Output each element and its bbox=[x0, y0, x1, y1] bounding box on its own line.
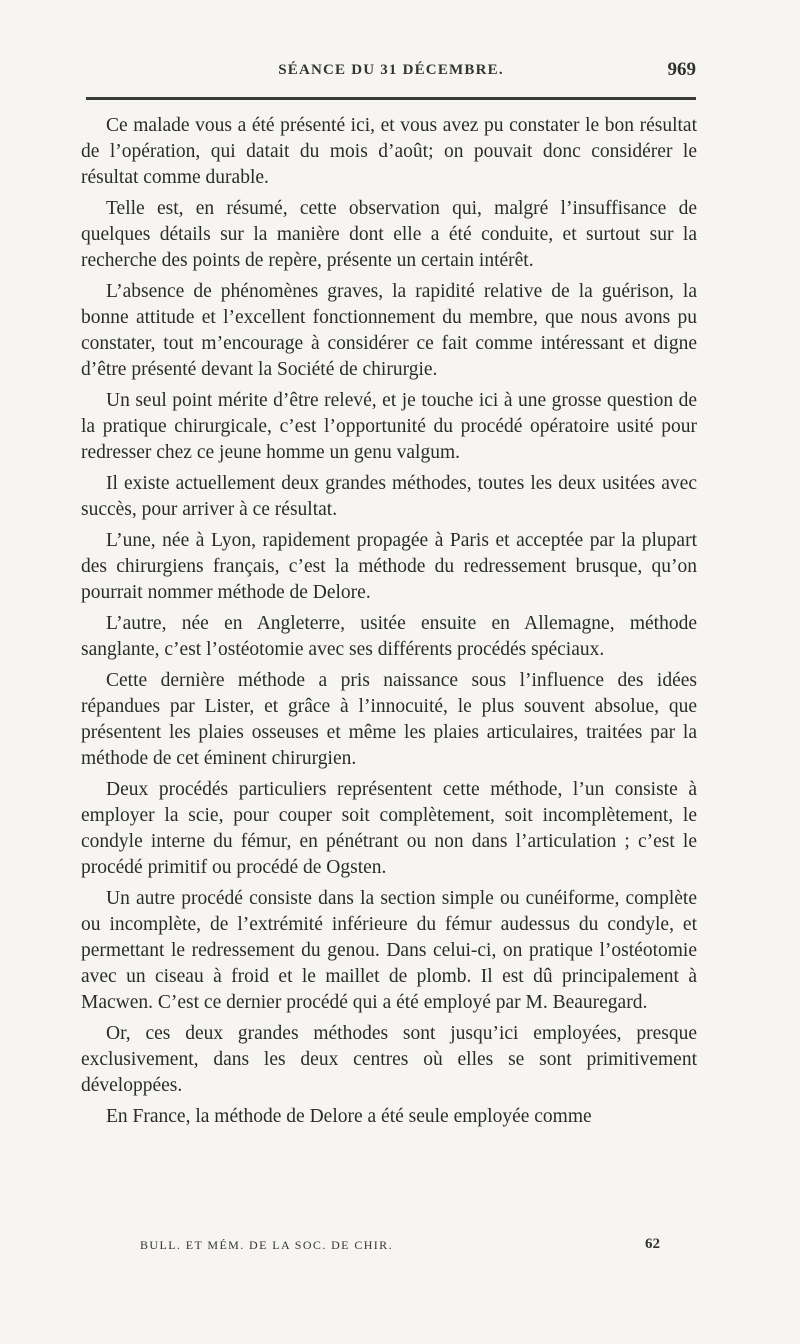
paragraph: L’absence de phénomènes graves, la rapidité relative de la guérison, la bonne attitude et l’excellent fonctionnement du membre, que nous avons pu constater, tout m’encourage à considérer ce fait comme intéressant et digne d’être présenté devant la Société de chirurgie. bbox=[81, 281, 697, 380]
page-number: 969 bbox=[667, 59, 696, 80]
paragraph: Il existe actuellement deux grandes méthodes, toutes les deux usitées avec succès, pour arriver à ce résultat. bbox=[81, 473, 697, 520]
paragraph: Cette dernière méthode a pris naissance sous l’influence des idées répandues par Lister, et grâce à l’innocuité, le plus souvent absolue, que présentent les plaies osseuses et même les plaies articulaires, traitées par la méthode de cet éminent chirurgien. bbox=[81, 670, 697, 769]
paragraph: Deux procédés particuliers représentent cette méthode, l’un consiste à employer la scie, pour couper soit complètement, soit incomplètement, le condyle interne du fémur, en pénétrant ou non dans l’articulation ; c’est le procédé primitif ou procédé de Ogsten. bbox=[81, 779, 697, 878]
paragraph: Telle est, en résumé, cette observation qui, malgré l’insuffisance de quelques détails sur la manière dont elle a été conduite, et surtout sur la recherche des points de repère, présente un certain intérêt. bbox=[81, 198, 697, 271]
page-header bbox=[86, 58, 696, 88]
paragraph: Un autre procédé consiste dans la section simple ou cunéiforme, complète ou incomplète, de l’extrémité inférieure du fémur audessus du condyle, et permettant le redressement du genou. Dans celui-ci, on pratique l’ostéotomie avec un ciseau à froid et le maillet de plomb. Il est dû principalement à Macwen. C’est ce dernier procédé qui a été employé par M. Beauregard. bbox=[81, 888, 697, 1013]
paragraph: L’une, née à Lyon, rapidement propagée à Paris et acceptée par la plupart des chirurgiens français, c’est la méthode du redressement brusque, qu’on pourrait nommer méthode de Delore. bbox=[81, 530, 697, 603]
footer-title: BULL. ET MÉM. DE LA SOC. DE CHIR. bbox=[140, 1238, 393, 1252]
running-head: SÉANCE DU 31 DÉCEMBRE. bbox=[278, 62, 504, 78]
paragraph: L’autre, née en Angleterre, usitée ensuite en Allemagne, méthode sanglante, c’est l’ostéotomie avec ses différents procédés spéciaux. bbox=[81, 613, 697, 660]
paragraph: Or, ces deux grandes méthodes sont jusqu’ici employées, presque exclusivement, dans les deux centres où elles se sont primitivement développées. bbox=[81, 1023, 697, 1096]
paragraph: En France, la méthode de Delore a été seule employée comme bbox=[106, 1106, 592, 1127]
paragraph: Ce malade vous a été présenté ici, et vous avez pu constater le bon résultat de l’opération, qui datait du mois d’août; on pouvait donc considérer le résultat comme durable. bbox=[81, 115, 697, 188]
header-rule bbox=[86, 97, 696, 100]
body-text bbox=[81, 113, 697, 1135]
signature-mark: 62 bbox=[645, 1236, 660, 1252]
paragraph: Un seul point mérite d’être relevé, et je touche ici à une grosse question de la pratique chirurgicale, c’est l’opportunité du procédé opératoire usité pour redresser chez ce jeune homme un genu valgum. bbox=[81, 390, 697, 463]
page-footer bbox=[140, 1236, 660, 1260]
